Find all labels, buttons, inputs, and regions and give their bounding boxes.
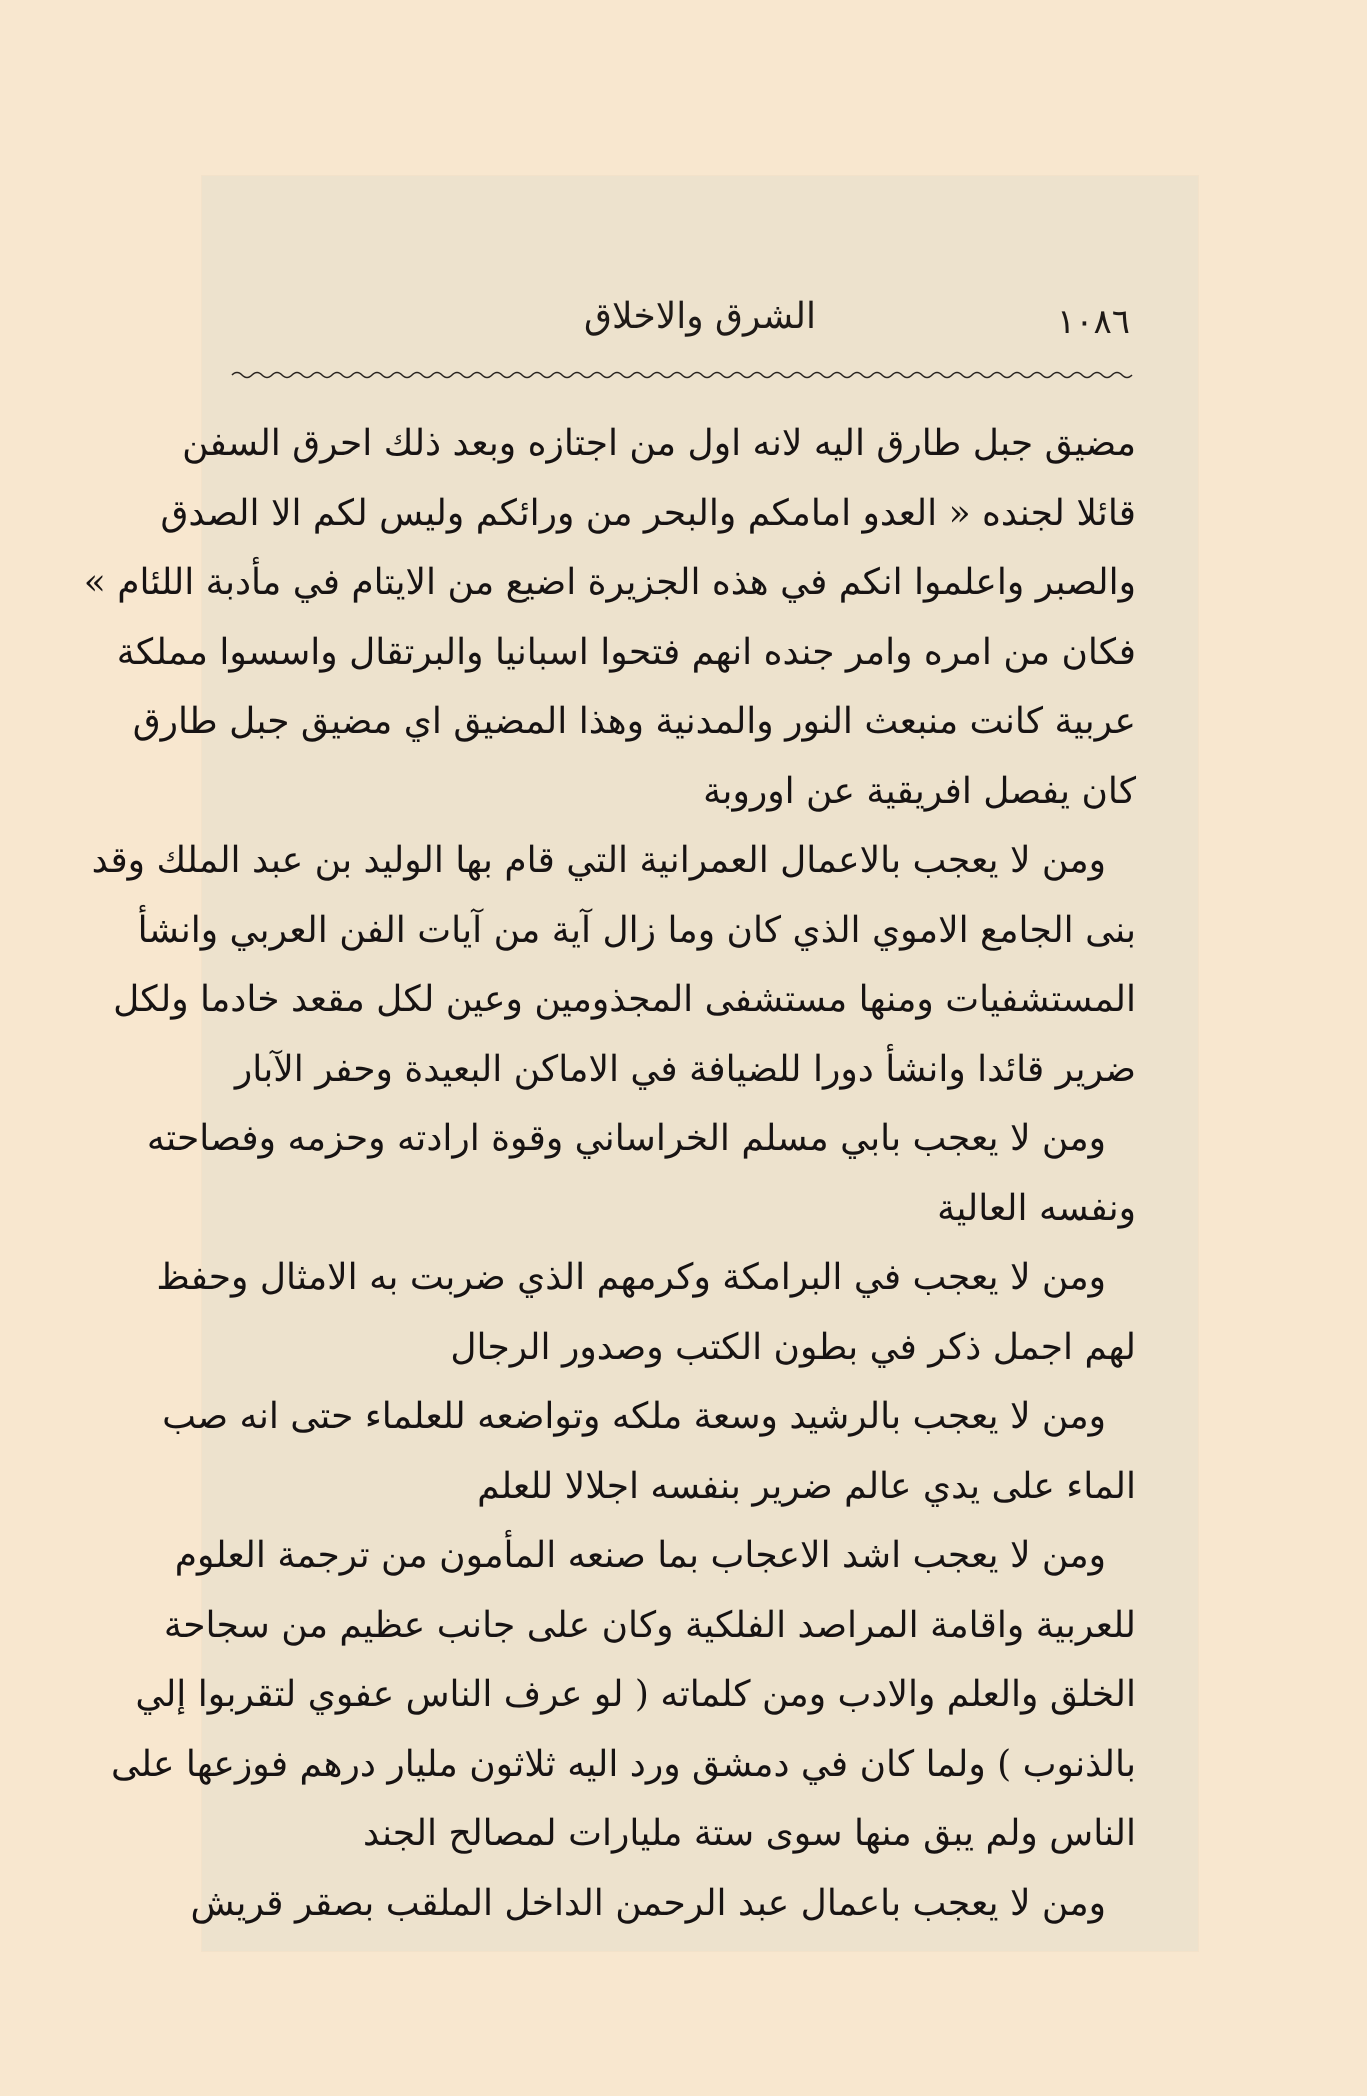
body-text xyxy=(83,409,1136,1938)
text-line-5: عربية كانت منبعث النور والمدنية وهذا المضيق اي مضيق جبل طارق xyxy=(132,701,1136,742)
text-line-16: الماء على يدي عالم ضرير بنفسه اجلالا للعلم xyxy=(477,1465,1136,1507)
text-line-3: والصبر واعلموا انكم في هذه الجزيرة اضيع من الايتام في مأدبة اللئام » xyxy=(83,562,1136,603)
text-line-7: ومن لا يعجب بالاعمال العمرانية التي قام بها الوليد بن عبد الملك وقد xyxy=(91,840,1106,881)
text-line-6: كان يفصل افريقية عن اوروبة xyxy=(703,770,1136,812)
text-line-2: قائلا لجنده « العدو امامكم والبحر من ورائكم وليس لكم الا الصدق xyxy=(160,492,1136,534)
text-line-13: ومن لا يعجب في البرامكة وكرمهم الذي ضربت به الامثال وحفظ xyxy=(156,1257,1106,1298)
page-header xyxy=(202,296,1198,356)
page-number: ١٠٨٦ xyxy=(1056,302,1130,342)
text-line-10: ضرير قائدا وانشأ دورا للضيافة في الاماكن البعيدة وحفر الآبار xyxy=(234,1048,1136,1090)
text-line-14: لهم اجمل ذكر في بطون الكتب وصدور الرجال xyxy=(450,1326,1136,1368)
text-line-20: بالذنوب ) ولما كان في دمشق ورد اليه ثلاثون مليار درهم فوزعها على xyxy=(111,1743,1136,1785)
header-wavy-rule xyxy=(232,370,1136,380)
text-line-18: للعربية واقامة المراصد الفلكية وكان على جانب عظيم من سجاحة xyxy=(163,1604,1136,1646)
text-line-21: الناس ولم يبق منها سوى ستة مليارات لمصالح الجند xyxy=(363,1813,1136,1854)
text-line-8: بنى الجامع الاموي الذي كان وما زال آية من آيات الفن العربي وانشأ xyxy=(137,909,1136,951)
text-line-15: ومن لا يعجب بالرشيد وسعة ملكه وتواضعه للعلماء حتى انه صب xyxy=(162,1396,1106,1437)
text-line-17: ومن لا يعجب اشد الاعجاب بما صنعه المأمون من ترجمة العلوم xyxy=(174,1535,1106,1576)
text-line-12: ونفسه العالية xyxy=(937,1187,1136,1229)
text-line-9: المستشفيات ومنها مستشفى المجذومين وعين لكل مقعد خادما ولكل xyxy=(113,979,1136,1020)
text-line-11: ومن لا يعجب بابي مسلم الخراساني وقوة ارادته وحزمه وفصاحته xyxy=(146,1118,1106,1159)
book-page xyxy=(83,176,1198,1951)
text-line-19: الخلق والعلم والادب ومن كلماته ( لو عرف الناس عفوي لتقربوا إلي xyxy=(135,1674,1136,1715)
running-title: الشرق والاخلاق xyxy=(584,296,816,337)
text-line-22: ومن لا يعجب باعمال عبد الرحمن الداخل الملقب بصقر قريش xyxy=(190,1882,1106,1924)
text-line-4: فكان من امره وامر جنده انهم فتحوا اسبانيا والبرتقال واسسوا مملكة xyxy=(116,631,1136,673)
text-line-1: مضيق جبل طارق اليه لانه اول من اجتازه وبعد ذلك احرق السفن xyxy=(182,423,1136,464)
